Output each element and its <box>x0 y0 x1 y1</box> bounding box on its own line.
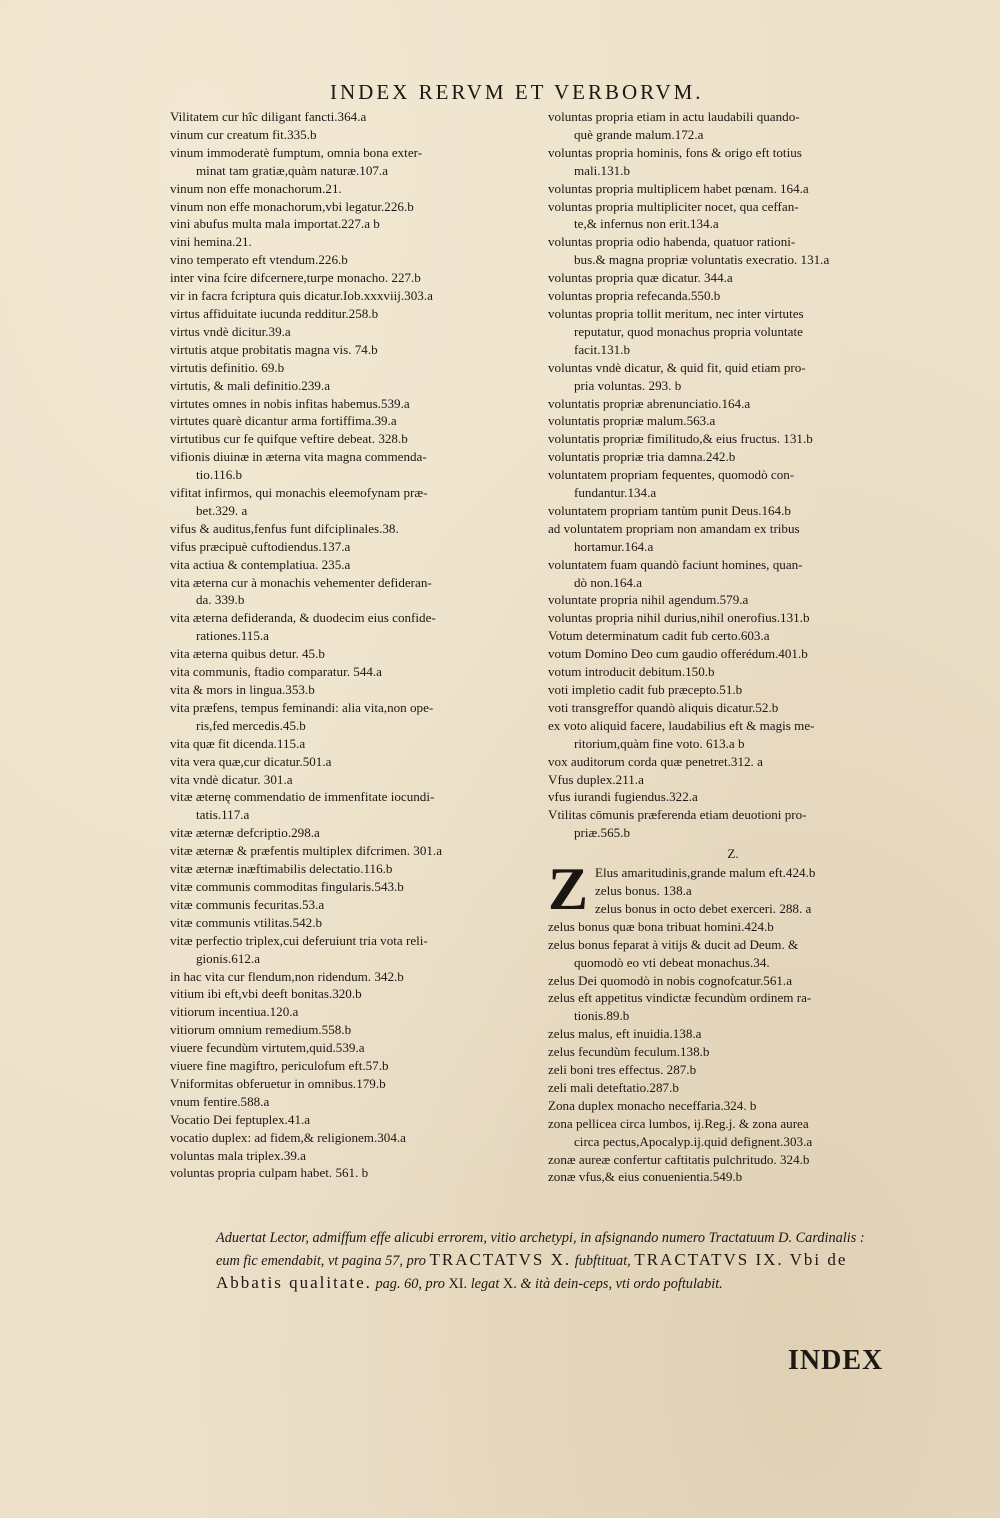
entry-line: Vilitatem cur hîc diligant fancti.364.a <box>170 109 367 124</box>
index-entry <box>548 269 918 287</box>
entry-line: vifus & auditus,fenfus funt difciplinales.38. <box>170 520 399 536</box>
index-entry <box>170 1147 540 1165</box>
index-entry <box>170 1129 540 1147</box>
errata-text: Aduertat Lector, admiffum effe alicubi errorem, vitio archetypi, in afsignando numero Tractatuum D. Cardinalis : eum fic emendabit, vt pagina 57, pro <box>216 1230 865 1269</box>
entry-line: vocatio duplex: ad fidem,& religionem.304.a <box>170 1129 406 1145</box>
index-entry <box>170 520 540 538</box>
entry-continuation-line: bus.& magna propriæ voluntatis execratio. 131.a <box>574 252 830 268</box>
catchword: INDEX <box>788 1345 884 1376</box>
dropcap-z: Z <box>548 856 589 923</box>
entry-line: zeli boni tres effectus. 287.b <box>548 1062 697 1078</box>
index-entry <box>170 1003 540 1021</box>
index-entry <box>170 932 540 968</box>
index-entry <box>170 108 540 126</box>
entry-line: viuere fine magiftro, periculofum eft.57.b <box>170 1058 389 1074</box>
entry-continuation-line: quomodò eo vti debeat monachus.34. <box>574 954 770 970</box>
entry-line: voluntate propria nihil agendum.579.a <box>548 592 749 608</box>
entry-line: vini hemina.21. <box>170 234 252 250</box>
entry-line: vinum immoderatè fumptum, omnia bona exter- <box>170 144 423 160</box>
section-letter-z: Z. <box>727 846 739 862</box>
index-entry <box>170 377 540 395</box>
index-entry <box>548 936 918 972</box>
index-entry <box>548 1115 918 1151</box>
errata-caps: TRACTATVS X. <box>429 1250 572 1269</box>
entry-line: voluntas mala triplex.39.a <box>170 1147 306 1163</box>
index-entry <box>170 860 540 878</box>
index-entry <box>170 359 540 377</box>
entry-line: vita vera quæ,cur dicatur.501.a <box>170 753 332 769</box>
index-entry <box>548 1043 918 1061</box>
index-entry <box>548 771 918 789</box>
index-entry <box>170 735 540 753</box>
index-entry <box>170 412 540 430</box>
index-entry <box>170 430 540 448</box>
entry-continuation-line: tionis.89.b <box>574 1008 630 1024</box>
index-entry <box>548 717 918 753</box>
errata-note <box>216 1227 876 1295</box>
index-entry <box>548 144 918 180</box>
index-entry <box>170 1111 540 1129</box>
entry-line: vita & mors in lingua.353.b <box>170 682 315 697</box>
errata-caps: TRACTATVS IX. Vbi de Abbatis qualitate. <box>216 1250 848 1292</box>
entry-line: virtutes quarè dicantur arma fortiffima.39.a <box>170 413 397 429</box>
entry-continuation-line: da. 339.b <box>196 592 245 608</box>
entry-line: voluntas propria hominis, fons & origo eft totius <box>548 144 802 160</box>
entry-line: zelus Dei quomodò in nobis cognofcatur.561.a <box>548 972 793 988</box>
entry-line: vinum non effe monachorum.21. <box>170 180 342 196</box>
entry-line: vitæ perfectio triplex,cui deferuiunt tria vota reli- <box>170 932 428 948</box>
entry-line: vifus præcipuè cuftodiendus.137.a <box>170 538 351 554</box>
index-entry <box>548 972 918 990</box>
index-entry <box>548 1168 918 1186</box>
entry-continuation-line: què grande malum.172.a <box>574 126 704 142</box>
entry-line: votum Domino Deo cum gaudio offerédum.401.b <box>548 646 808 662</box>
entry-line: inter vina fcire difcernere,turpe monacho. 227.b <box>170 270 421 286</box>
index-entry <box>170 538 540 556</box>
index-entry <box>548 699 918 717</box>
entry-line: virtutis, & mali definitio.239.a <box>170 377 331 393</box>
index-entry <box>548 806 918 842</box>
entry-continuation-line: reputatur, quod monachus propria voluntate <box>574 323 803 339</box>
index-entry <box>170 287 540 305</box>
index-entry <box>548 395 918 413</box>
index-entry <box>548 108 918 144</box>
entry-line: zona pellicea circa lumbos, ij.Reg.j. & zona aurea <box>548 1115 809 1131</box>
entry-continuation-line: gionis.612.a <box>196 950 261 966</box>
entry-line: voluntatis propriæ tria damna.242.b <box>548 449 736 465</box>
index-entry <box>548 1097 918 1115</box>
entry-line: vita æterna cur à monachis vehementer defideran- <box>170 574 432 590</box>
index-entry <box>170 144 540 180</box>
entry-continuation-line: circa pectus,Apocalyp.ij.quid defignent.303.a <box>574 1133 813 1149</box>
entry-continuation-line: priæ.565.b <box>574 825 631 841</box>
entry-line: zonæ aureæ confertur caftitatis pulchritudo. 324.b <box>548 1151 810 1167</box>
entry-line: voluntatis propriæ malum.563.a <box>548 413 716 429</box>
entry-continuation-line: ris,fed mercedis.45.b <box>196 717 306 733</box>
entry-line: vitæ æternæ & præfentis multiplex difcrimen. 301.a <box>170 843 443 859</box>
entry-line: ad voluntatem propriam non amandam ex tribus <box>548 520 800 536</box>
entry-continuation-line: mali.131.b <box>574 162 631 178</box>
index-entry <box>170 323 540 341</box>
index-entry <box>170 1164 540 1182</box>
errata-text: fubftituat, <box>574 1253 631 1269</box>
entry-line: in hac vita cur flendum,non ridendum. 342.b <box>170 968 404 984</box>
index-entry <box>170 753 540 771</box>
index-entry <box>170 1093 540 1111</box>
entry-line: vitium ibi eft,vbi deeft bonitas.320.b <box>170 986 362 1002</box>
index-entry <box>170 269 540 287</box>
entry-line: zelus eft appetitus vindictæ fecundùm ordinem ra- <box>548 990 812 1006</box>
entry-line: vifitat infirmos, qui monachis eleemofynam præ- <box>170 485 428 501</box>
entry-line: voluntatis propriæ fimilitudo,& eius fructus. 131.b <box>548 431 813 447</box>
entry-continuation-line: te,& infernus non erit.134.a <box>574 216 719 232</box>
entry-continuation-line: fundantur.134.a <box>574 485 657 501</box>
index-entry <box>170 556 540 574</box>
entry-line: vinum non effe monachorum,vbi legatur.226.b <box>170 198 414 214</box>
entry-line: Vfus duplex.211.a <box>548 771 644 787</box>
index-column-left <box>170 108 540 1182</box>
index-entry <box>170 968 540 986</box>
index-entry <box>548 466 918 502</box>
index-entry <box>170 1057 540 1075</box>
entry-line: voluntas propria culpam habet. 561. b <box>170 1165 369 1181</box>
index-entry <box>548 412 918 430</box>
entry-line: vitæ æternæ defcriptio.298.a <box>170 825 320 841</box>
index-entry <box>548 627 918 645</box>
entry-continuation-line: tatis.117.a <box>196 807 250 823</box>
index-entry <box>170 878 540 896</box>
entry-continuation-line: minat tam gratiæ,quàm naturæ.107.a <box>196 162 389 178</box>
entry-line: vitiorum omnium remedium.558.b <box>170 1022 352 1038</box>
errata-caps: XI. <box>448 1276 468 1292</box>
index-entry <box>548 556 918 592</box>
index-entry <box>170 126 540 144</box>
index-entry <box>170 198 540 216</box>
entry-line: virtutes omnes in nobis infitas habemus.539.a <box>170 395 410 411</box>
entry-line: zelus bonus quæ bona tribuat homini.424.b <box>548 918 774 934</box>
index-entry <box>548 591 918 609</box>
entry-line: voluntas propria refecanda.550.b <box>548 288 721 304</box>
entry-line: zelus bonus feparat à vitijs & ducit ad Deum. & <box>548 936 799 952</box>
z-first-entries <box>548 856 918 923</box>
entry-line: vini abufus multa mala importat.227.a b <box>170 216 380 232</box>
index-entry <box>548 681 918 699</box>
entry-line: virtutibus cur fe quifque veftire debeat. 328.b <box>170 431 408 447</box>
entry-continuation-line: dò non.164.a <box>574 574 643 590</box>
index-entry <box>170 574 540 610</box>
entry-line: virtus affiduitate iucunda redditur.258.b <box>170 305 379 321</box>
index-entry <box>170 305 540 323</box>
entry-line: voluntas propria multiplicem habet pœnam. 164.a <box>548 180 809 196</box>
entry-line: Vocatio Dei feptuplex.41.a <box>170 1111 311 1127</box>
entry-line: voluntas propria etiam in actu laudabili quando- <box>548 109 800 124</box>
index-entry <box>548 448 918 466</box>
index-entry <box>170 896 540 914</box>
index-column-right <box>548 108 918 1186</box>
entry-line: voluntatem fuam quandò faciunt homines, quan- <box>548 556 803 572</box>
index-entry <box>170 824 540 842</box>
index-entry <box>170 1075 540 1093</box>
entry-line: Votum determinatum cadit fub certo.603.a <box>548 628 770 644</box>
index-entry <box>170 215 540 233</box>
index-entry <box>170 233 540 251</box>
entry-line: voluntas propria multipliciter nocet, qua ceffan- <box>548 198 799 214</box>
entry-line: vitæ communis vtilitas.542.b <box>170 914 323 930</box>
index-entry <box>170 484 540 520</box>
index-entry <box>548 989 918 1025</box>
entry-line: voluntatem propriam tantùm punit Deus.164.b <box>548 502 791 518</box>
entry-line: vita quæ fit dicenda.115.a <box>170 735 306 751</box>
entry-line: viuere fecundùm virtutem,quid.539.a <box>170 1040 365 1056</box>
errata-text: & ità dein-ceps, vti ordo poftulabit. <box>520 1276 723 1292</box>
index-entry <box>170 180 540 198</box>
index-entry <box>548 198 918 234</box>
index-entry <box>548 502 918 520</box>
entry-line: zelus fecundùm feculum.138.b <box>548 1044 710 1060</box>
index-entry: Elus amaritudinis,grande malum eft.424.b <box>595 865 816 881</box>
entry-line: voluntatis propriæ abrenunciatio.164.a <box>548 395 751 411</box>
index-entry <box>170 1021 540 1039</box>
entry-line: vita actiua & contemplatiua. 235.a <box>170 556 351 572</box>
index-entry <box>170 842 540 860</box>
index-entry <box>170 699 540 735</box>
running-header: INDEX RERVM ET VERBORVM. <box>330 80 704 104</box>
entry-line: vnum fentire.588.a <box>170 1093 270 1109</box>
entry-line: voluntas propria nihil durius,nihil onerofius.131.b <box>548 610 810 626</box>
entry-line: vita æterna defideranda, & duodecim eius confide- <box>170 610 436 626</box>
entry-line: zonæ vfus,& eius conuenientia.549.b <box>548 1169 743 1185</box>
entry-line: vino temperato eft vtendum.226.b <box>170 252 348 268</box>
entry-line: vfus iurandi fugiendus.322.a <box>548 789 698 805</box>
index-entry <box>170 448 540 484</box>
index-entry <box>170 914 540 932</box>
entry-line: voluntatem propriam fequentes, quomodò con- <box>548 467 795 483</box>
entry-continuation-line: hortamur.164.a <box>574 538 654 554</box>
entry-line: virtutis definitio. 69.b <box>170 359 285 375</box>
index-entry <box>170 985 540 1003</box>
index-entry <box>170 645 540 663</box>
entry-line: vitæ æternę commendatio de immenfitate iocundi- <box>170 789 435 805</box>
index-entry <box>170 663 540 681</box>
entry-line: voluntas propria tollit meritum, nec inter virtutes <box>548 305 804 321</box>
entry-line: Zona duplex monacho neceffaria.324. b <box>548 1097 757 1113</box>
entry-line: voluntas propria quæ dicatur. 344.a <box>548 270 733 286</box>
index-entry <box>548 520 918 556</box>
entry-continuation-line: ritorium,quàm fine voto. 613.a b <box>574 735 745 751</box>
index-entry <box>170 251 540 269</box>
entry-line: votum introducit debitum.150.b <box>548 664 715 680</box>
index-entry <box>170 788 540 824</box>
index-entry <box>170 609 540 645</box>
index-entry <box>170 681 540 699</box>
index-entry <box>548 305 918 359</box>
index-entry <box>170 395 540 413</box>
index-entry <box>548 645 918 663</box>
entry-line: vitæ æternæ inæftimabilis delectatio.116.b <box>170 861 393 877</box>
index-entry <box>170 341 540 359</box>
errata-text: legat <box>470 1276 500 1292</box>
entry-line: vita communis, ftadio comparatur. 544.a <box>170 664 382 680</box>
entry-line: virtutis atque probitatis magna vis. 74.b <box>170 341 378 357</box>
index-entry <box>548 180 918 198</box>
entry-line: vir in facra fcriptura quis dicatur.Iob.xxxviij.303.a <box>170 288 433 304</box>
index-entry <box>548 233 918 269</box>
entry-line: vita æterna quibus detur. 45.b <box>170 646 325 662</box>
entry-line: vita vndè dicatur. 301.a <box>170 771 293 787</box>
entry-line: vitiorum incentiua.120.a <box>170 1004 299 1020</box>
entry-line: vinum cur creatum fit.335.b <box>170 126 317 142</box>
entry-line: zeli mali deteftatio.287.b <box>548 1079 679 1095</box>
z-section-opening <box>548 856 918 923</box>
index-entry <box>548 430 918 448</box>
entry-line: ex voto aliquid facere, laudabilius eft & magis me- <box>548 717 815 733</box>
entry-continuation-line: tio.116.b <box>196 467 243 483</box>
entry-line: Vniformitas obferuetur in omnibus.179.b <box>170 1075 386 1091</box>
index-entry <box>548 753 918 771</box>
index-entry <box>548 788 918 806</box>
index-entry: zelus bonus in octo debet exerceri. 288. a <box>595 900 812 916</box>
entry-continuation-line: facit.131.b <box>574 341 630 357</box>
index-entry <box>548 1151 918 1169</box>
entry-line: Vtilitas cōmunis præferenda etiam deuotioni pro- <box>548 807 807 823</box>
index-entry <box>548 1025 918 1043</box>
index-entry <box>548 609 918 627</box>
entry-line: virtus vndè dicitur.39.a <box>170 323 291 339</box>
index-entry <box>548 663 918 681</box>
entry-continuation-line: bet.329. a <box>196 502 248 518</box>
index-entry <box>548 1079 918 1097</box>
entry-continuation-line: pria voluntas. 293. b <box>574 377 682 393</box>
index-entry <box>170 771 540 789</box>
errata-caps: X. <box>502 1276 517 1292</box>
entry-line: vox auditorum corda quæ penetret.312. a <box>548 753 763 769</box>
z-entries <box>548 918 918 1187</box>
v-entries-continued <box>548 108 918 842</box>
entry-line: voti impletio cadit fub præcepto.51.b <box>548 682 743 697</box>
index-entry <box>548 287 918 305</box>
entry-line: vitæ communis commoditas fingularis.543.b <box>170 878 404 894</box>
entry-line: vifionis diuinæ in æterna vita magna commenda- <box>170 449 427 465</box>
entry-line: vitæ communis fecuritas.53.a <box>170 896 325 912</box>
entry-line: vita præfens, tempus feminandi: alia vita,non ope- <box>170 699 434 715</box>
entry-line: zelus malus, eft inuidia.138.a <box>548 1026 702 1042</box>
entry-line: voluntas propria odio habenda, quatuor rationi- <box>548 234 796 250</box>
index-entry <box>170 1039 540 1057</box>
index-entry: zelus bonus. 138.a <box>595 882 692 898</box>
index-entry <box>548 918 918 936</box>
errata-text: pag. 60, pro <box>375 1276 445 1292</box>
entry-line: voluntas vndè dicatur, & quid fit, quid etiam pro- <box>548 359 806 375</box>
index-entry <box>548 1061 918 1079</box>
entry-line: voti transgreffor quandò aliquis dicatur.52.b <box>548 699 779 715</box>
entry-continuation-line: rationes.115.a <box>196 628 269 644</box>
index-entry <box>548 359 918 395</box>
